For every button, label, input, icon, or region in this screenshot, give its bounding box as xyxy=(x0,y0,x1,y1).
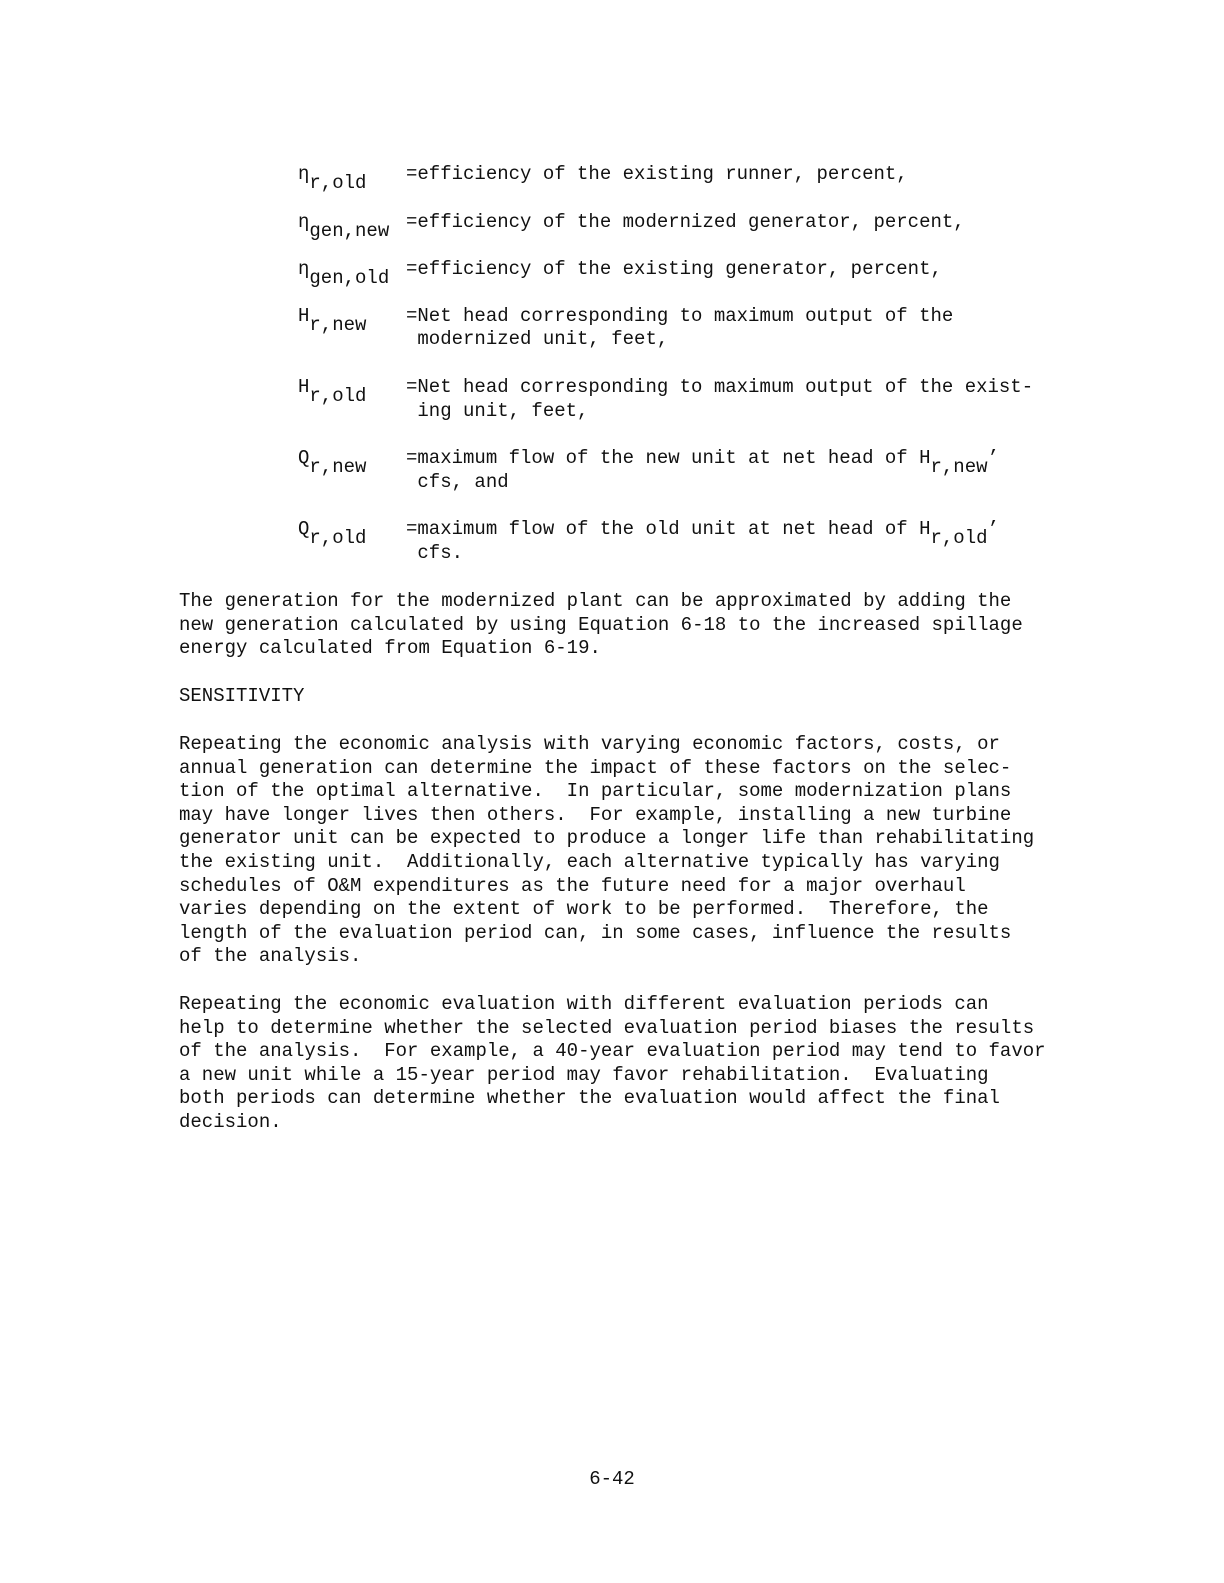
variable-description: maximum flow of the new unit at net head of Hr,new’ cfs, and xyxy=(417,447,999,493)
page-number: 6-42 xyxy=(589,1468,635,1490)
variable-symbol: ηgen,old xyxy=(298,258,390,290)
variable-definitions xyxy=(298,163,1098,566)
paragraph-sensitivity: Repeating the economic analysis with varying economic factors, costs, or annual generation can determine the impact of these factors on the selec- tion of the optimal alternative. In particular, some modernization plans may have longer lives then others. For example, installing a new turbine generator unit can be expected to produce a longer life than rehabilitating the existing unit. Additionally, each alternative typically has varying schedules of O&M expenditures as the future need for a major overhaul varies depending on the extent of work to be performed. Therefore, the length of the evaluation period can, in some cases, influence the results of the analysis. xyxy=(179,733,1035,968)
variable-symbol: Qr,old xyxy=(298,518,367,550)
equals-sign: = xyxy=(406,210,418,233)
variable-description: efficiency of the existing runner, percent, xyxy=(417,163,908,185)
variable-description: efficiency of the existing generator, percent, xyxy=(417,258,942,281)
equals-sign: = xyxy=(406,258,418,281)
section-heading: SENSITIVITY xyxy=(179,685,305,707)
variable-description: maximum flow of the old unit at net head of Hr,old’ cfs. xyxy=(417,518,999,564)
variable-symbol: Hr,old xyxy=(298,375,367,407)
variable-symbol: ηr,old xyxy=(298,163,367,194)
definition-row xyxy=(298,447,1098,494)
variable-description: Net head corresponding to maximum output of the modernized unit, feet, xyxy=(417,304,954,351)
definition-row xyxy=(298,210,1098,242)
definition-row xyxy=(298,376,1098,423)
paragraph-evaluation-periods: Repeating the economic evaluation with different evaluation periods can help to determine whether the selected evaluation period biases the results of the analysis. For example, a 40-year evaluation period may tend to favor a new unit while a 15-year period may favor rehabilitation. Evaluating both periods can determine whether the evaluation would affect the final decision. xyxy=(179,993,1046,1133)
equals-sign: = xyxy=(406,304,418,327)
definition-row xyxy=(298,305,1098,352)
equals-sign: = xyxy=(406,163,418,185)
definition-row xyxy=(298,163,1098,194)
variable-description: Net head corresponding to maximum output of the exist- ing unit, feet, xyxy=(417,375,1034,422)
definition-row xyxy=(298,518,1098,565)
variable-description: efficiency of the modernized generator, percent, xyxy=(417,210,965,233)
variable-symbol: Hr,new xyxy=(298,304,367,336)
variable-symbol: Qr,new xyxy=(298,447,367,479)
definition-row xyxy=(298,258,1098,290)
equals-sign: = xyxy=(406,518,418,541)
variable-symbol: ηgen,new xyxy=(298,210,390,242)
paragraph-generation: The generation for the modernized plant can be approximated by adding the new generation calculated by using Equation 6-18 to the increased spillage energy calculated from Equation 6-19. xyxy=(179,590,1023,660)
equals-sign: = xyxy=(406,375,418,398)
equals-sign: = xyxy=(406,447,418,470)
